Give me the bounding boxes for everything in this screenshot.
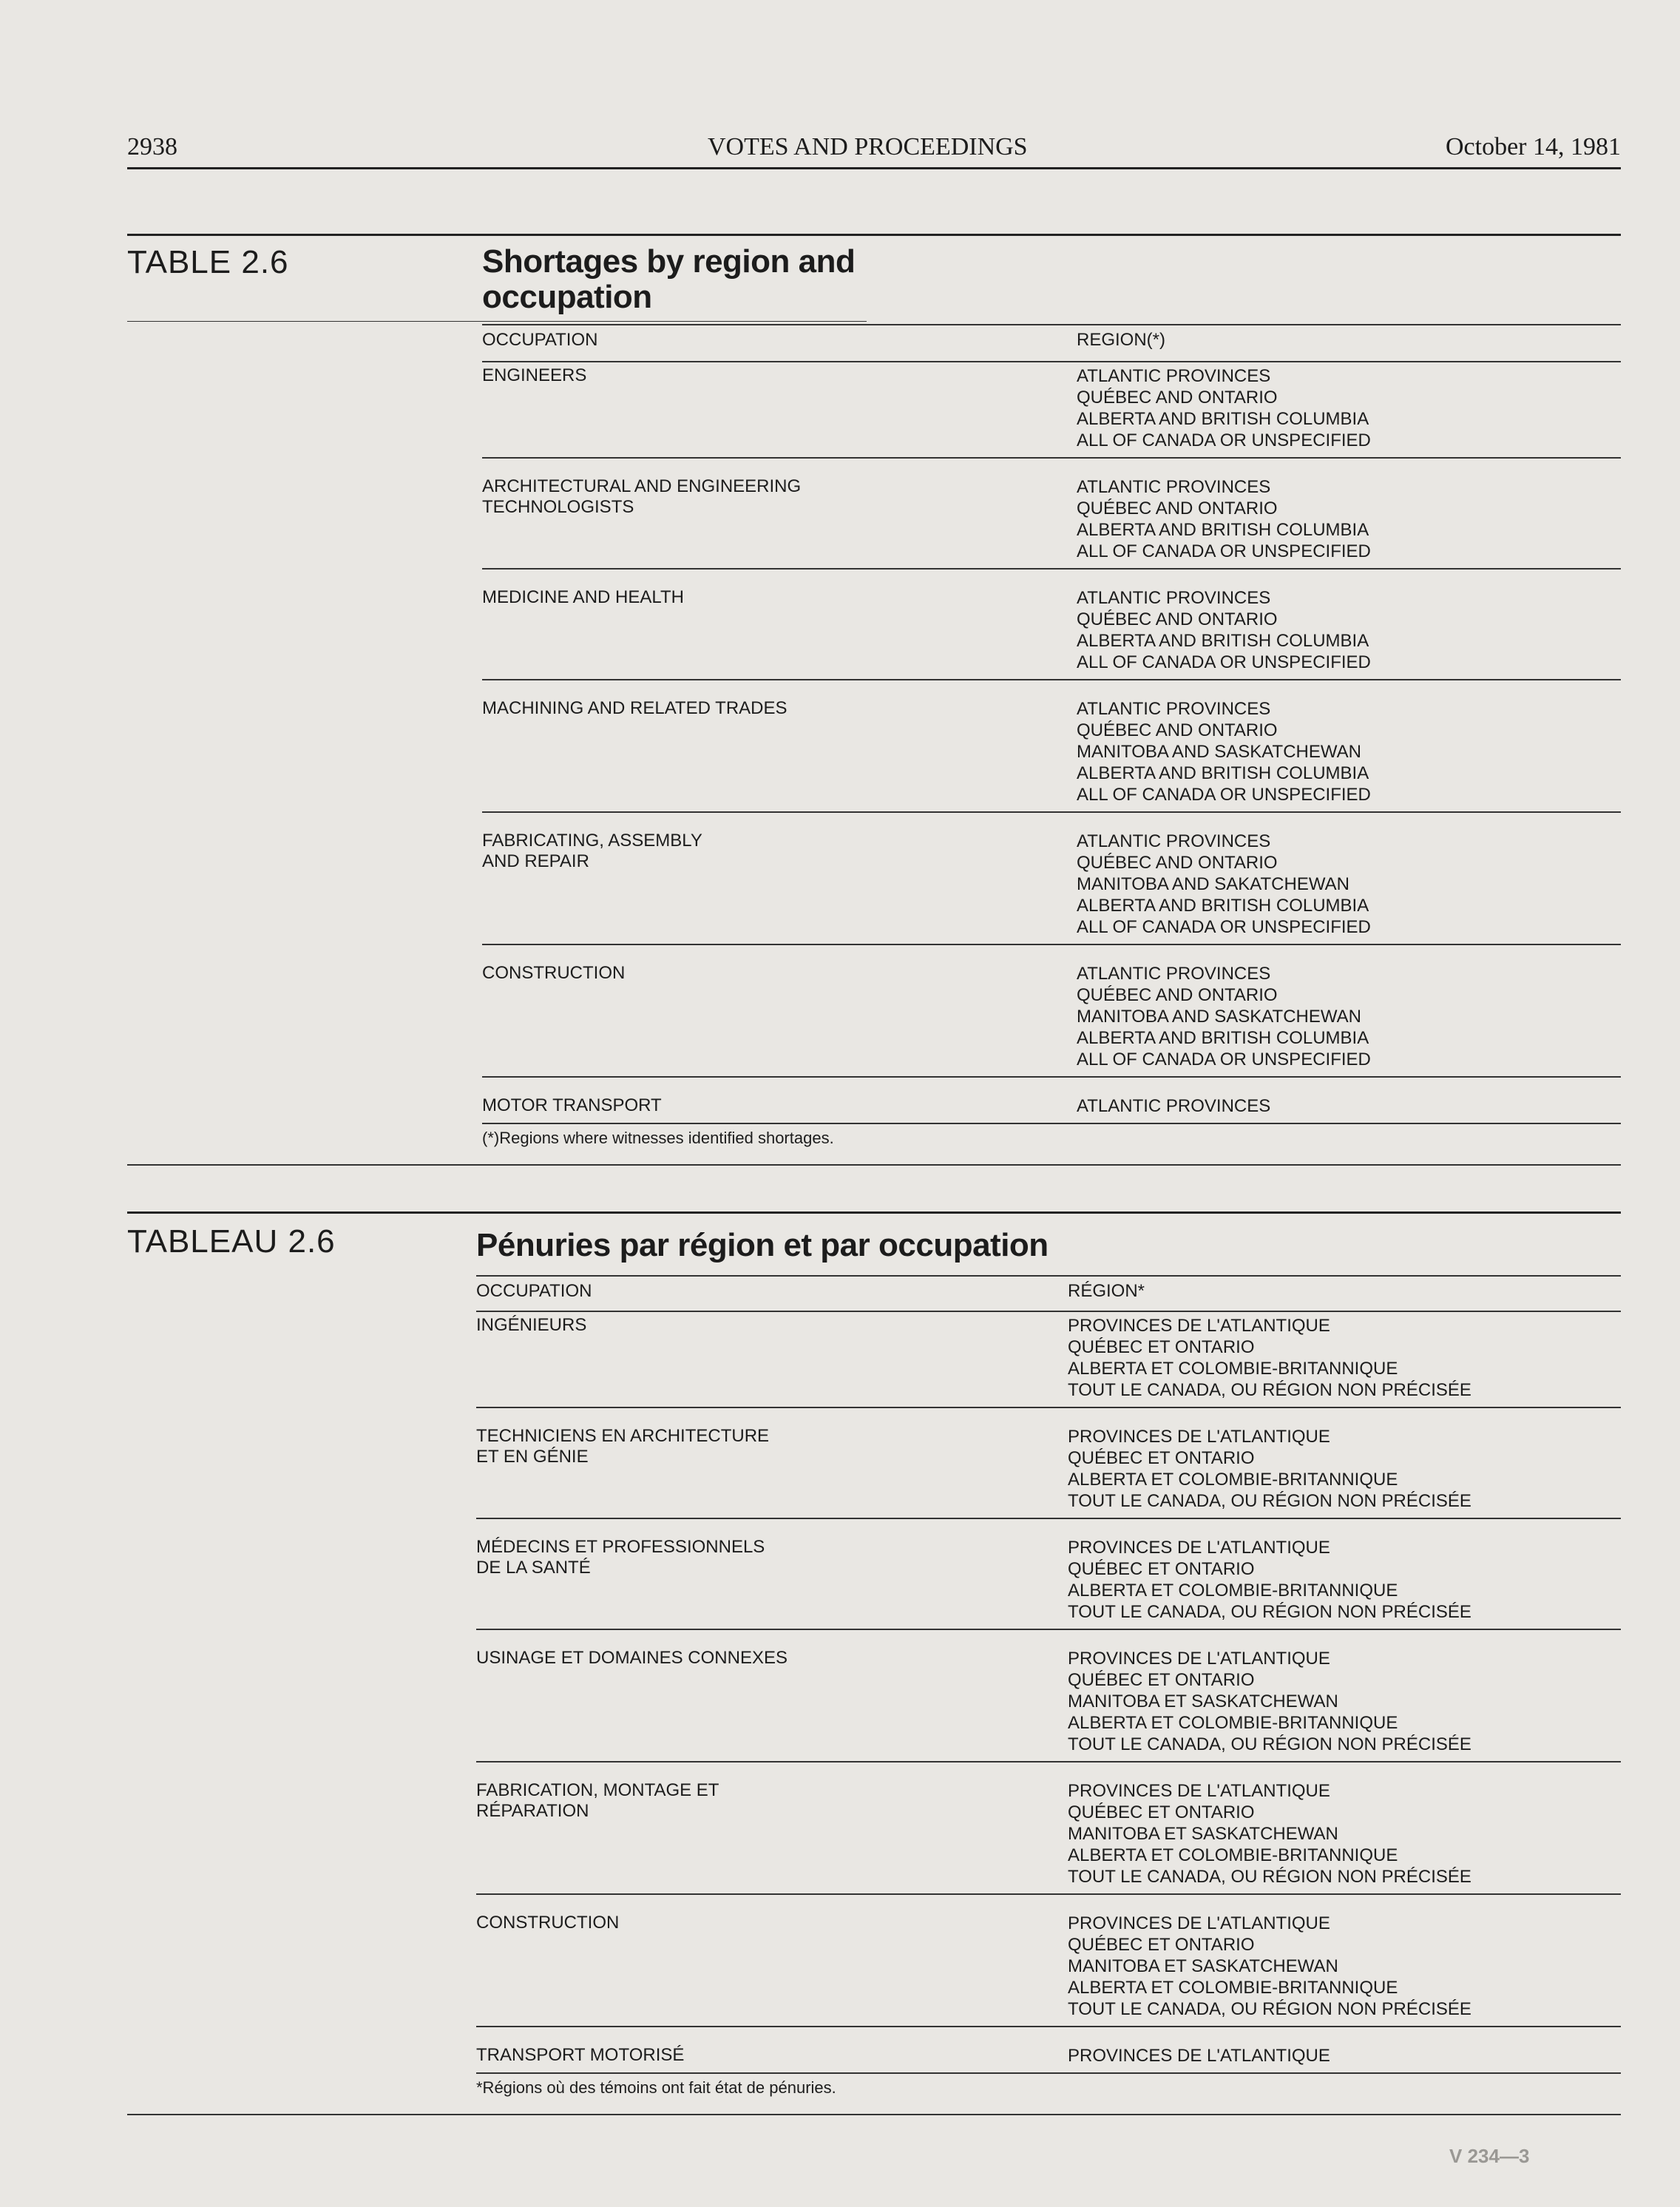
- region-item: ALL OF CANADA OR UNSPECIFIED: [1077, 430, 1371, 450]
- region-item: MANITOBA AND SASKATCHEWAN: [1077, 1007, 1361, 1027]
- table-label: TABLEAU 2.6: [127, 1223, 336, 1260]
- table-title: Shortages by region and occupation: [482, 243, 856, 315]
- region-item: ALL OF CANADA OR UNSPECIFIED: [1077, 652, 1371, 672]
- region-item: ALBERTA AND BRITISH COLUMBIA: [1077, 763, 1369, 783]
- region-item: TOUT LE CANADA, OU RÉGION NON PRÉCISÉE: [1068, 1602, 1471, 1622]
- region-item: PROVINCES DE L'ATLANTIQUE: [1068, 1913, 1330, 1933]
- column-header-occupation: OCCUPATION: [476, 1281, 592, 1301]
- region-item: QUÉBEC AND ONTARIO: [1077, 609, 1278, 629]
- region-item: PROVINCES DE L'ATLANTIQUE: [1068, 1781, 1330, 1801]
- region-item: QUÉBEC ET ONTARIO: [1068, 1670, 1255, 1690]
- region-item: ATLANTIC PROVINCES: [1077, 477, 1271, 497]
- region-item: ALBERTA ET COLOMBIE-BRITANNIQUE: [1068, 1978, 1398, 1998]
- region-item: ALBERTA ET COLOMBIE-BRITANNIQUE: [1068, 1581, 1398, 1601]
- region-item: ALBERTA ET COLOMBIE-BRITANNIQUE: [1068, 1845, 1398, 1865]
- occupation-cell: MACHINING AND RELATED TRADES: [482, 698, 788, 718]
- region-list: [1068, 1315, 1600, 1401]
- region-item: MANITOBA AND SASKATCHEWAN: [1077, 742, 1361, 762]
- region-item: QUÉBEC AND ONTARIO: [1077, 388, 1278, 408]
- occupation-cell: MEDICINE AND HEALTH: [482, 587, 684, 607]
- divider: [127, 321, 867, 322]
- region-list: [1077, 831, 1609, 938]
- table-label: TABLE 2.6: [127, 244, 289, 280]
- header-top-rule: [482, 324, 1621, 325]
- region-list: [1068, 1537, 1600, 1623]
- region-item: TOUT LE CANADA, OU RÉGION NON PRÉCISÉE: [1068, 1491, 1471, 1511]
- table-french: [127, 1211, 1621, 2099]
- row-divider: [476, 1893, 1621, 1895]
- row-divider: [476, 2072, 1621, 2074]
- header-bottom-rule: [476, 1311, 1621, 1312]
- header-bottom-rule: [482, 361, 1621, 362]
- publication-date: October 14, 1981: [1445, 133, 1621, 160]
- region-list: [1077, 698, 1609, 805]
- occupation-cell: ENGINEERS: [482, 365, 587, 385]
- running-head: [127, 133, 1621, 169]
- region-item: ALL OF CANADA OR UNSPECIFIED: [1077, 785, 1371, 805]
- region-item: PROVINCES DE L'ATLANTIQUE: [1068, 2046, 1330, 2066]
- region-item: ATLANTIC PROVINCES: [1077, 964, 1271, 984]
- region-list: [1068, 2045, 1600, 2066]
- region-item: QUÉBEC ET ONTARIO: [1068, 1559, 1255, 1579]
- region-item: ALBERTA ET COLOMBIE-BRITANNIQUE: [1068, 1713, 1398, 1733]
- region-item: ATLANTIC PROVINCES: [1077, 699, 1271, 719]
- row-divider: [476, 1629, 1621, 1630]
- occupation-cell: USINAGE ET DOMAINES CONNEXES: [476, 1648, 788, 1668]
- region-item: QUÉBEC ET ONTARIO: [1068, 1935, 1255, 1955]
- publication-title: VOTES AND PROCEEDINGS: [708, 133, 1028, 160]
- region-item: ATLANTIC PROVINCES: [1077, 831, 1271, 851]
- table-note: *Régions où des témoins ont fait état de pénuries.: [476, 2078, 836, 2097]
- signature-mark: V 234—3: [1449, 2145, 1530, 2167]
- region-list: [1077, 1095, 1609, 1117]
- region-list: [1068, 1426, 1600, 1512]
- row-divider: [482, 811, 1621, 813]
- region-item: ALBERTA AND BRITISH COLUMBIA: [1077, 520, 1369, 540]
- region-item: ATLANTIC PROVINCES: [1077, 1096, 1271, 1116]
- region-item: PROVINCES DE L'ATLANTIQUE: [1068, 1538, 1330, 1558]
- region-item: MANITOBA ET SASKATCHEWAN: [1068, 1956, 1338, 1976]
- occupation-cell: CONSTRUCTION: [482, 963, 626, 983]
- region-item: MANITOBA AND SAKATCHEWAN: [1077, 874, 1349, 894]
- occupation-cell: INGÉNIEURS: [476, 1315, 587, 1335]
- row-divider: [482, 1123, 1621, 1124]
- region-item: ALBERTA AND BRITISH COLUMBIA: [1077, 896, 1369, 916]
- region-item: PROVINCES DE L'ATLANTIQUE: [1068, 1649, 1330, 1669]
- row-divider: [476, 1407, 1621, 1408]
- table-note: (*)Regions where witnesses identified shortages.: [482, 1129, 834, 1147]
- region-item: QUÉBEC AND ONTARIO: [1077, 498, 1278, 518]
- region-item: ALBERTA ET COLOMBIE-BRITANNIQUE: [1068, 1470, 1398, 1490]
- region-item: QUÉBEC ET ONTARIO: [1068, 1802, 1255, 1822]
- row-divider: [476, 1518, 1621, 1519]
- occupation-cell: TRANSPORT MOTORISÉ: [476, 2045, 685, 2065]
- region-item: ATLANTIC PROVINCES: [1077, 588, 1271, 608]
- occupation-cell: ARCHITECTURAL AND ENGINEERING TECHNOLOGISTS: [482, 476, 802, 517]
- column-header-region: RÉGION*: [1068, 1281, 1145, 1301]
- table-top-rule: [127, 234, 1621, 236]
- header-top-rule: [476, 1275, 1621, 1277]
- region-item: MANITOBA ET SASKATCHEWAN: [1068, 1824, 1338, 1844]
- column-header-region: REGION(*): [1077, 330, 1165, 350]
- region-list: [1077, 476, 1609, 562]
- region-item: ALL OF CANADA OR UNSPECIFIED: [1077, 1050, 1371, 1069]
- region-list: [1077, 963, 1609, 1070]
- occupation-cell: FABRICATING, ASSEMBLY AND REPAIR: [482, 831, 702, 871]
- region-item: TOUT LE CANADA, OU RÉGION NON PRÉCISÉE: [1068, 1867, 1471, 1887]
- table-bottom-rule: [127, 1164, 1621, 1166]
- region-item: QUÉBEC AND ONTARIO: [1077, 720, 1278, 740]
- region-item: ATLANTIC PROVINCES: [1077, 366, 1271, 386]
- region-item: ALBERTA AND BRITISH COLUMBIA: [1077, 1028, 1369, 1048]
- row-divider: [482, 944, 1621, 945]
- region-item: QUÉBEC ET ONTARIO: [1068, 1337, 1255, 1357]
- page-number: 2938: [127, 133, 177, 160]
- row-divider: [482, 457, 1621, 459]
- table-bottom-rule: [127, 2114, 1621, 2115]
- table-title: Pénuries par région et par occupation: [476, 1227, 1049, 1263]
- region-item: MANITOBA ET SASKATCHEWAN: [1068, 1691, 1338, 1711]
- row-divider: [476, 1761, 1621, 1762]
- region-list: [1077, 587, 1609, 673]
- region-list: [1077, 365, 1609, 451]
- occupation-cell: TECHNICIENS EN ARCHITECTURE ET EN GÉNIE: [476, 1426, 770, 1467]
- row-divider: [482, 679, 1621, 680]
- region-list: [1068, 1780, 1600, 1887]
- table-english: [127, 234, 1621, 1147]
- column-header-occupation: OCCUPATION: [482, 330, 598, 350]
- row-divider: [476, 2026, 1621, 2027]
- region-item: TOUT LE CANADA, OU RÉGION NON PRÉCISÉE: [1068, 1380, 1471, 1400]
- region-item: TOUT LE CANADA, OU RÉGION NON PRÉCISÉE: [1068, 1999, 1471, 2019]
- occupation-cell: MOTOR TRANSPORT: [482, 1095, 662, 1115]
- region-item: QUÉBEC AND ONTARIO: [1077, 985, 1278, 1005]
- region-item: ALBERTA AND BRITISH COLUMBIA: [1077, 631, 1369, 651]
- table-top-rule: [127, 1211, 1621, 1214]
- region-item: ALL OF CANADA OR UNSPECIFIED: [1077, 541, 1371, 561]
- region-item: TOUT LE CANADA, OU RÉGION NON PRÉCISÉE: [1068, 1734, 1471, 1754]
- region-item: PROVINCES DE L'ATLANTIQUE: [1068, 1427, 1330, 1447]
- region-item: QUÉBEC ET ONTARIO: [1068, 1448, 1255, 1468]
- region-item: ALL OF CANADA OR UNSPECIFIED: [1077, 917, 1371, 937]
- row-divider: [482, 568, 1621, 570]
- region-item: ALBERTA AND BRITISH COLUMBIA: [1077, 409, 1369, 429]
- occupation-cell: CONSTRUCTION: [476, 1913, 620, 1933]
- region-item: PROVINCES DE L'ATLANTIQUE: [1068, 1316, 1330, 1336]
- row-divider: [482, 1076, 1621, 1078]
- occupation-cell: MÉDECINS ET PROFESSIONNELS DE LA SANTÉ: [476, 1537, 765, 1578]
- region-list: [1068, 1648, 1600, 1755]
- region-item: QUÉBEC AND ONTARIO: [1077, 853, 1278, 873]
- occupation-cell: FABRICATION, MONTAGE ET RÉPARATION: [476, 1780, 719, 1821]
- region-item: ALBERTA ET COLOMBIE-BRITANNIQUE: [1068, 1359, 1398, 1379]
- region-list: [1068, 1913, 1600, 2020]
